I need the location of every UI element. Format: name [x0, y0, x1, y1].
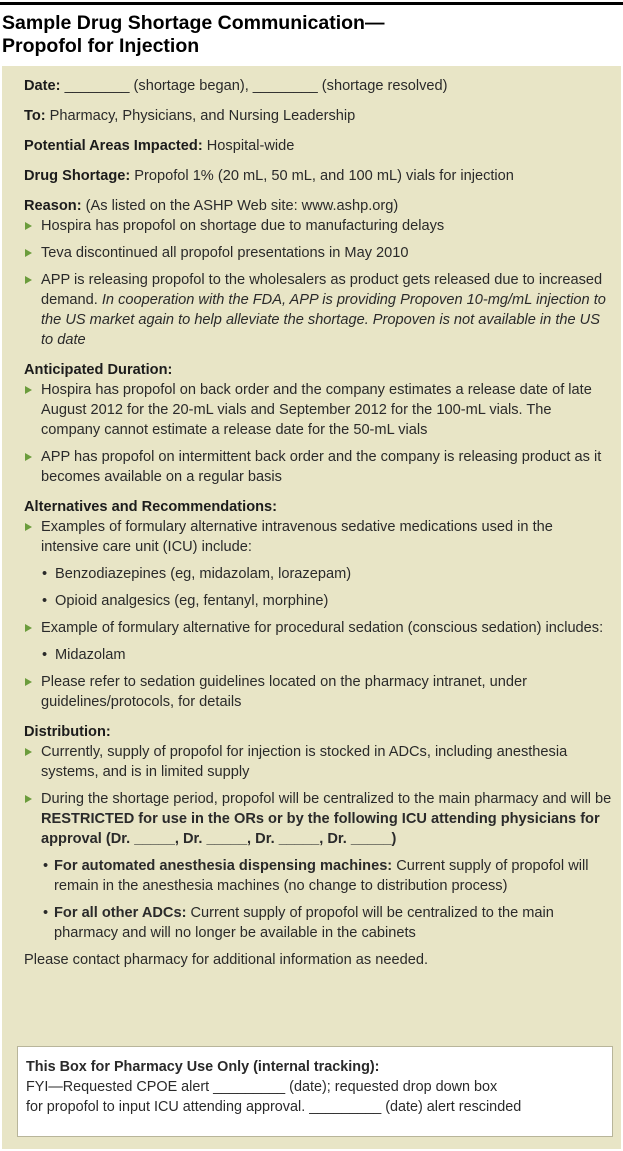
date-field: [24, 76, 612, 96]
list-item: [24, 618, 612, 638]
triangle-bullet-icon: [25, 678, 32, 686]
distribution-heading: Distribution:: [24, 724, 111, 740]
reason-section: [24, 196, 612, 350]
to-field: [24, 106, 612, 126]
list-item: [24, 517, 612, 557]
distribution-sub-2-text: Current supply of propofol will be centralized to the main pharmacy and will no longer be available in the cabinets: [54, 905, 554, 941]
list-item: [24, 856, 612, 896]
areas-field: [24, 136, 612, 156]
alternatives-item-2: Example of formulary alternative for procedural sedation (conscious sedation) includes:: [41, 620, 604, 636]
pharmacy-box-line-1: FYI—Requested CPOE alert _________ (date); requested drop down box: [26, 1079, 498, 1095]
distribution-sub-2-label: For all other ADCs:: [54, 905, 187, 921]
distribution-item-2-text: During the shortage period, propofol will be centralized to the main pharmacy and will be: [41, 791, 612, 807]
list-item: [24, 447, 612, 487]
alternatives-item-3: Please refer to sedation guidelines located on the pharmacy intranet, under guidelines/protocols, for details: [41, 674, 527, 710]
bullet-dot-icon: •: [43, 858, 49, 874]
reason-item-3-italic: In cooperation with the FDA, APP is providing Propoven 10-mg/mL injection to the US market again to help alleviate the shortage. Propoven is not available in the US to date: [41, 292, 606, 348]
duration-heading: Anticipated Duration:: [24, 362, 173, 378]
list-item: [24, 672, 612, 712]
alternatives-bullet-1: Benzodiazepines (eg, midazolam, lorazepam): [55, 566, 352, 582]
document-title: [2, 12, 612, 58]
triangle-bullet-icon: [25, 276, 32, 284]
triangle-bullet-icon: [25, 249, 32, 257]
drug-value: Propofol 1% (20 mL, 50 mL, and 100 mL) vials for injection: [134, 168, 514, 184]
alternatives-section: [24, 497, 612, 712]
bullet-dot-icon: •: [42, 593, 48, 609]
list-item: [24, 270, 612, 350]
triangle-bullet-icon: [25, 748, 32, 756]
list-item: [24, 789, 612, 849]
title-line-2: Propofol for Injection: [2, 35, 200, 57]
triangle-bullet-icon: [25, 523, 32, 531]
reason-heading-line: [24, 196, 612, 216]
bullet-dot-icon: •: [42, 566, 48, 582]
reason-item-1: Hospira has propofol on shortage due to manufacturing delays: [41, 218, 445, 234]
distribution-item-1: Currently, supply of propofol for injection is stocked in ADCs, including anesthesia systems, and is in limited supply: [41, 744, 568, 780]
pharmacy-box-content: [26, 1057, 606, 1117]
pharmacy-use-box: [17, 1046, 613, 1137]
list-item: [24, 380, 612, 440]
title-line-1: Sample Drug Shortage Communication—: [2, 12, 385, 34]
triangle-bullet-icon: [25, 624, 32, 632]
drug-label: Drug Shortage:: [24, 168, 131, 184]
distribution-sub-1-label: For automated anesthesia dispensing machines:: [54, 858, 393, 874]
reason-item-3-text: APP is releasing propofol to the wholesalers as product gets released due to increased demand.: [41, 272, 603, 308]
pharmacy-box-line-2: for propofol to input ICU attending approval. _________ (date) alert rescinded: [26, 1099, 522, 1115]
list-item: [24, 243, 612, 263]
duration-item-2: APP has propofol on intermittent back order and the company is releasing product as it becomes available on a regular basis: [41, 449, 602, 485]
areas-label: Potential Areas Impacted:: [24, 138, 203, 154]
triangle-bullet-icon: [25, 386, 32, 394]
duration-item-1: Hospira has propofol on back order and the company estimates a release date of late August 2012 for the 20-mL vials and September 2012 for the 100-mL vials. The company cannot estimate a release date for the 50-mL vials: [41, 382, 592, 438]
bullet-dot-icon: •: [43, 905, 49, 921]
triangle-bullet-icon: [25, 795, 32, 803]
distribution-item-2-bold: RESTRICTED for use in the ORs or by the following ICU attending physicians for approval (Dr. _____, Dr. _____, Dr. _____, Dr. _____): [41, 811, 600, 847]
pharmacy-box-heading: This Box for Pharmacy Use Only (internal tracking):: [26, 1059, 380, 1075]
alternatives-item-1: Examples of formulary alternative intravenous sedative medications used in the intensive care unit (ICU) include:: [41, 519, 553, 555]
areas-value: Hospital-wide: [206, 138, 295, 154]
reason-label: Reason:: [24, 198, 82, 214]
triangle-bullet-icon: [25, 222, 32, 230]
distribution-section: [24, 722, 612, 970]
list-item: [24, 564, 612, 584]
alternatives-bullet-3: Midazolam: [55, 647, 126, 663]
to-label: To:: [24, 108, 46, 124]
alternatives-bullet-2: Opioid analgesics (eg, fentanyl, morphine): [55, 593, 329, 609]
list-item: [24, 645, 612, 665]
drug-field: [24, 166, 612, 186]
distribution-sub-1-text: Current supply of propofol will remain in the anesthesia machines (no change to distribution process): [54, 858, 589, 894]
contact-note: Please contact pharmacy for additional information as needed.: [24, 952, 429, 968]
date-value: ________ (shortage began), ________ (shortage resolved): [64, 78, 448, 94]
duration-section: [24, 360, 612, 487]
to-value: Pharmacy, Physicians, and Nursing Leadership: [49, 108, 356, 124]
top-rule: [0, 2, 623, 5]
alternatives-heading: Alternatives and Recommendations:: [24, 499, 278, 515]
list-item: [24, 742, 612, 782]
triangle-bullet-icon: [25, 453, 32, 461]
reason-item-2: Teva discontinued all propofol presentations in May 2010: [41, 245, 409, 261]
list-item: [24, 591, 612, 611]
list-item: [24, 216, 612, 236]
list-item: [24, 903, 612, 943]
bullet-dot-icon: •: [42, 647, 48, 663]
reason-note: (As listed on the ASHP Web site: www.ashp.org): [85, 198, 399, 214]
date-label: Date:: [24, 78, 61, 94]
communication-body: [24, 76, 612, 980]
